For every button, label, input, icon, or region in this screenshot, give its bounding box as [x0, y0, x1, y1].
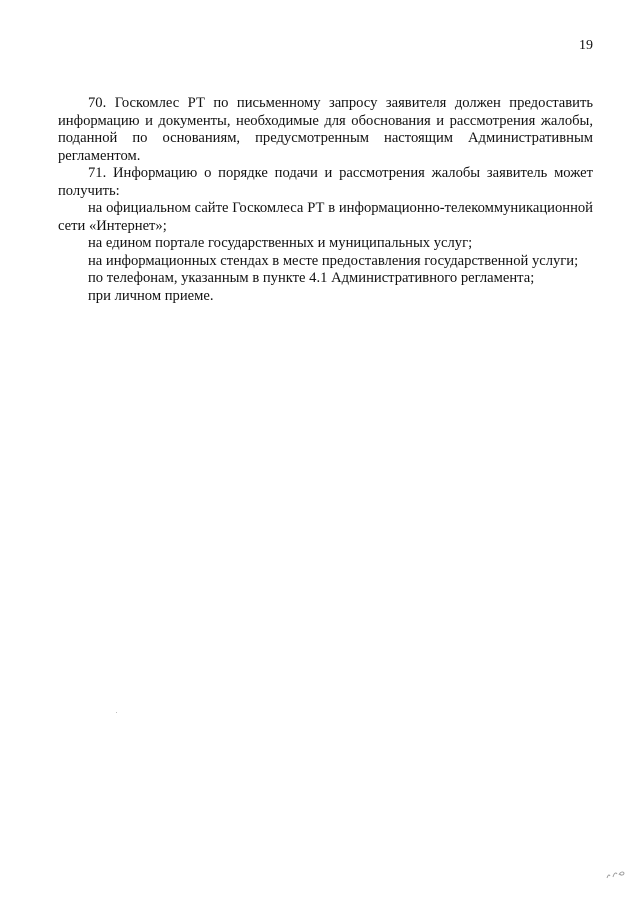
- page-number: 19: [579, 38, 593, 53]
- list-item-phones: по телефонам, указанным в пункте 4.1 Административного регламента;: [88, 270, 535, 286]
- list-item-info-stands: на информационных стендах в месте предоставления государственной услуги;: [88, 252, 579, 269]
- document-body: [58, 95, 593, 305]
- scan-speck: [116, 712, 117, 713]
- paragraph-70: 70. Госкомлес РТ по письменному запросу заявителя должен предоставить информацию и документы, необходимые для обоснования и рассмотрения жалобы, поданной по основаниям, предусмотренным настоящим Административным регламентом.: [58, 95, 593, 164]
- list-item-personal-reception: при личном приеме.: [88, 287, 214, 304]
- list-item-unified-portal: на едином портале государственных и муниципальных услуг;: [88, 235, 473, 251]
- corner-scan-mark: [605, 866, 627, 880]
- list-item-official-site: на официальном сайте Госкомлеса РТ в информационно-телекоммуникационной сети «Интернет»;: [58, 200, 593, 234]
- paragraph-71: 71. Информацию о порядке подачи и рассмотрения жалобы заявитель может получить:: [58, 165, 593, 199]
